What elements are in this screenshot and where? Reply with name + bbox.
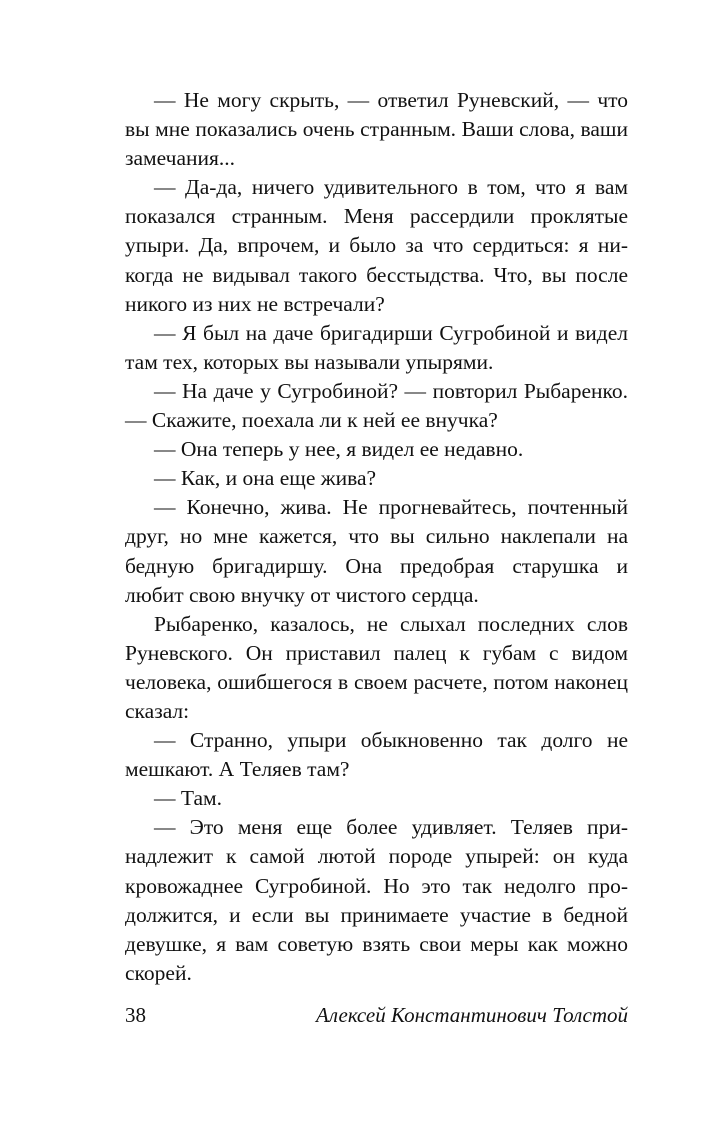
- page-footer: [125, 1000, 628, 1030]
- paragraph: — Там.: [154, 786, 222, 811]
- paragraph: — Это меня еще более удивляет. Теляев принадлежит к самой лютой породе упырей: он куда кровожаднее Сугробиной. Но это так недолго продолжится, и если вы принимаете участие в бедной девушке, я вам советую взять свои меры как можно скорей.: [125, 815, 628, 985]
- paragraph: Рыбаренко, казалось, не слыхал последних слов Руневского. Он приставил палец к губам с видом человека, ошибшегося в своем расчете, потом наконец сказал:: [125, 611, 628, 723]
- running-author: Алексей Константинович Толстой: [316, 1003, 628, 1027]
- page-body: [125, 86, 628, 988]
- paragraph: — Она теперь у нее, я видел ее недавно.: [154, 437, 524, 462]
- paragraph: — Я был на даче бригадирши Сугробиной и видел там тех, которых вы называли упырями.: [125, 320, 628, 374]
- paragraph: — Да-да, ничего удивительного в том, что я вам показался странным. Меня рассердили проклятые упыри. Да, впрочем, и было за что сердиться: я никогда не видывал такого бесстыдства. Что, вы после никого из них не встречали?: [125, 175, 628, 316]
- paragraph: — Странно, упыри обыкновенно так долго не мешкают. А Теляев там?: [125, 728, 628, 782]
- page-number: 38: [125, 1003, 146, 1027]
- paragraph: — На даче у Сугробиной? — повторил Рыбаренко. — Скажите, поехала ли к ней ее внучка?: [125, 378, 628, 433]
- paragraph: — Конечно, жива. Не прогневайтесь, почтенный друг, но мне кажется, что вы сильно наклепали на бедную бригадиршу. Она предобрая старушка и любит свою внучку от чистого сердца.: [125, 495, 628, 607]
- paragraph: — Не могу скрыть, — ответил Руневский, — что вы мне показались очень странным. Ваши слова, ваши замечания...: [125, 88, 628, 171]
- paragraph: — Как, и она еще жива?: [154, 466, 377, 491]
